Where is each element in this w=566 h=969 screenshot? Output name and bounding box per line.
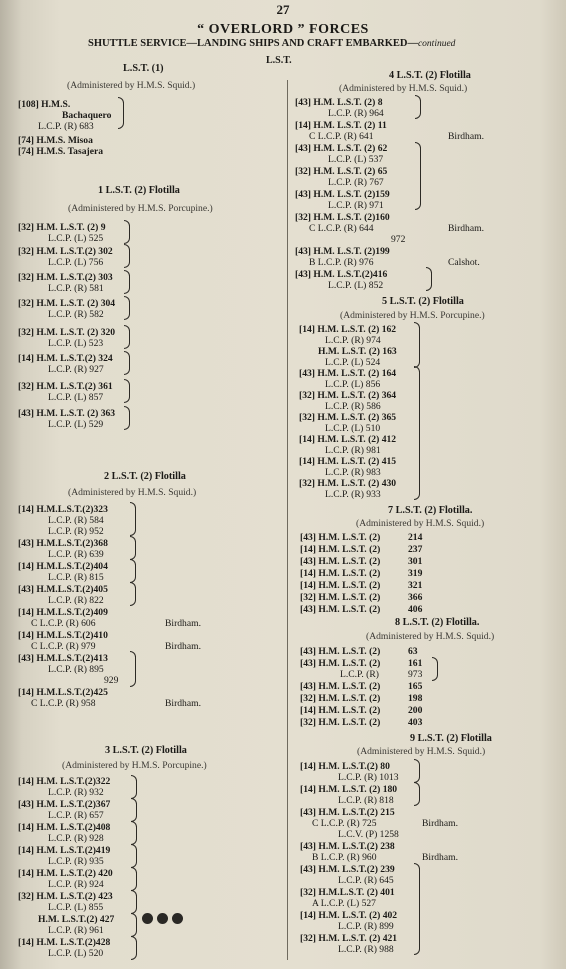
ship-number: 63: [408, 646, 418, 657]
ship-number: 319: [408, 568, 423, 579]
ship-entry: [300, 556, 423, 568]
brace: [414, 782, 420, 806]
ship-entry: Bachaquero: [62, 110, 112, 121]
brace: [118, 97, 124, 129]
craft-entry: L.C.P. (R) 933: [325, 489, 381, 500]
craft-entry: L.C.P. (R) 639: [48, 549, 104, 560]
brace: [432, 657, 438, 681]
brace: [415, 95, 421, 119]
brace: [131, 936, 137, 960]
subtitle-main: SHUTTLE SERVICE—LANDING SHIPS AND CRAFT EMBARKED—: [88, 38, 418, 49]
ship-entry: [300, 580, 423, 592]
location-note: Birdham.: [165, 618, 201, 629]
location-note: Birdham.: [422, 818, 458, 829]
location-note: Birdham.: [165, 641, 201, 652]
ship-entry: [14] H.M. L.S.T. (2) 412: [299, 434, 397, 445]
craft-entry: B L.C.P. (R) 976: [309, 257, 374, 268]
ship-entry: [32] H.M. L.S.T. (2) 9: [18, 222, 106, 233]
section-heading: 5 L.S.T. (2) Flotilla: [382, 296, 464, 307]
ship-entry: [14] H.M. L.S.T.(2) 324: [18, 353, 113, 364]
binder-holes: [142, 913, 188, 925]
ship-name: [43] H.M. L.S.T. (2): [300, 681, 381, 692]
craft-entry: B L.C.P. (R) 960: [312, 852, 377, 863]
craft-name: L.C.P. (R): [340, 669, 379, 680]
ship-entry: [43] H.M.L.S.T.(2)368: [18, 538, 108, 549]
ship-name: [32] H.M. L.S.T. (2): [300, 717, 381, 728]
ship-entry: [32] H.M. L.S.T. (2) 65: [295, 166, 388, 177]
craft-number: 973: [408, 669, 423, 680]
brace: [124, 296, 130, 320]
section-heading: 2 L.S.T. (2) Flotilla: [104, 471, 186, 482]
brace: [414, 322, 420, 368]
craft-entry: L.C.P. (L) 529: [48, 419, 104, 430]
ship-name: [43] H.M. L.S.T. (2): [300, 532, 381, 543]
craft-entry: C L.C.P. (R) 725: [312, 818, 377, 829]
craft-entry: L.C.P. (L) 525: [48, 233, 104, 244]
ship-entry: [32] H.M. L.S.T.(2) 423: [18, 891, 113, 902]
ship-entry: [74] H.M.S. Misoa: [18, 135, 93, 146]
lst-label: L.S.T.: [266, 55, 292, 66]
craft-entry: L.C.P. (R) 683: [38, 121, 94, 132]
ship-entry: [14] H.M. L.S.T.(2)322: [18, 776, 111, 787]
brace: [124, 325, 130, 349]
ship-entry: [43] H.M. L.S.T. (2)159: [295, 189, 390, 200]
ship-number: 198: [408, 693, 423, 704]
ship-entry: [43] H.M. L.S.T. (2) 164: [299, 368, 397, 379]
craft-entry: L.C.P. (R) 645: [338, 875, 394, 886]
ship-entry: [300, 681, 423, 693]
brace: [131, 821, 137, 845]
section-heading: 3 L.S.T. (2) Flotilla: [105, 745, 187, 756]
ship-entry: [14] H.M.L.S.T.(2)404: [18, 561, 108, 572]
ship-entry: [14] H.M.L.S.T.(2)409: [18, 607, 108, 618]
craft-entry: L.C.P. (R) 657: [48, 810, 104, 821]
section-heading: 1 L.S.T. (2) Flotilla: [98, 185, 180, 196]
ship-number: 403: [408, 717, 423, 728]
location-note: Birdham.: [448, 223, 484, 234]
craft-entry: L.C.P. (L) 856: [325, 379, 381, 390]
brace: [131, 867, 137, 891]
ship-entry: [43] H.M.L.S.T.(2)405: [18, 584, 108, 595]
ship-entry: [14] H.M. L.S.T. (2) 11: [295, 120, 387, 131]
ship-name: [32] H.M. L.S.T. (2): [300, 592, 381, 603]
ship-name: [14] H.M. L.S.T. (2): [300, 705, 381, 716]
craft-entry: L.C.P. (R) 924: [48, 879, 104, 890]
craft-entry: C L.C.P. (R) 958: [31, 698, 96, 709]
column-divider: [287, 80, 288, 960]
ship-number: 321: [408, 580, 423, 591]
craft-entry: L.C.P. (L) 537: [328, 154, 384, 165]
brace: [124, 406, 130, 430]
ship-entry: [43] H.M. L.S.T. (2)199: [295, 246, 390, 257]
ship-entry: [14] H.M. L.S.T. (2) 415: [299, 456, 397, 467]
ship-entry: [43] H.M. L.S.T.(2) 238: [300, 841, 395, 852]
craft-entry: L.C.P. (L) 520: [48, 948, 104, 959]
brace: [124, 351, 130, 375]
ship-entry: [300, 592, 423, 604]
craft-entry: L.C.P. (R) 582: [48, 309, 104, 320]
ship-entry: [300, 693, 423, 705]
administered-by: (Administered by H.M.S. Squid.): [339, 83, 468, 94]
craft-entry: L.C.P. (R) 974: [325, 335, 381, 346]
ship-entry: [32] H.M.L.S.T. (2) 401: [300, 887, 395, 898]
craft-entry: L.C.P. (R) 586: [325, 401, 381, 412]
craft-entry: [340, 669, 423, 681]
ship-entry: [32] H.M. L.S.T.(2) 302: [18, 246, 113, 257]
ship-name: [14] H.M. L.S.T. (2): [300, 544, 381, 555]
section-heading: 9 L.S.T. (2) Flotilla: [410, 733, 492, 744]
administered-by: (Administered by H.M.S. Squid.): [67, 80, 196, 91]
brace: [131, 798, 137, 822]
ship-entry: H.M. L.S.T. (2) 163: [318, 346, 397, 357]
craft-entry: L.C.P. (L) 524: [325, 357, 381, 368]
brace: [414, 366, 420, 500]
craft-entry: L.C.P. (R) 983: [325, 467, 381, 478]
ship-name: [32] H.M. L.S.T. (2): [300, 693, 381, 704]
ship-entry: [32] H.M. L.S.T. (2) 364: [299, 390, 397, 401]
brace: [130, 651, 136, 687]
administered-by: (Administered by H.M.S. Squid.): [357, 746, 486, 757]
craft-entry: L.C.P. (R) 961: [48, 925, 104, 936]
craft-entry: L.C.P. (R) 964: [328, 108, 384, 119]
craft-entry: L.C.P. (R) 895: [48, 664, 104, 675]
brace: [131, 844, 137, 868]
ship-entry: [14] H.M. L.S.T. (2) 180: [300, 784, 398, 795]
craft-entry: L.C.P. (L) 510: [325, 423, 381, 434]
administered-by: (Administered by H.M.S. Squid.): [356, 518, 485, 529]
brace: [124, 379, 130, 403]
brace: [124, 244, 130, 268]
brace: [130, 582, 136, 606]
brace: [130, 502, 136, 536]
ship-entry: [43] H.M. L.S.T.(2) 215: [300, 807, 395, 818]
craft-entry: C L.C.P. (R) 644: [309, 223, 374, 234]
ship-name: [43] H.M. L.S.T. (2): [300, 604, 381, 615]
ship-entry: [32] H.M. L.S.T. (2) 320: [18, 327, 116, 338]
craft-entry: L.C.P. (R) 584: [48, 515, 104, 526]
ship-entry: [14] H.M. L.S.T.(2) 80: [300, 761, 390, 772]
craft-entry: L.C.P. (R) 935: [48, 856, 104, 867]
ship-entry: [300, 646, 418, 658]
ship-entry: [43] H.M. L.S.T.(2)416: [295, 269, 388, 280]
section-heading: 4 L.S.T. (2) Flotilla: [389, 70, 471, 81]
craft-entry: L.C.P. (R) 818: [338, 795, 394, 806]
ship-number: 165: [408, 681, 423, 692]
administered-by: (Administered by H.M.S. Porcupine.): [68, 203, 213, 214]
ship-name: [14] H.M. L.S.T. (2): [300, 580, 381, 591]
craft-entry: A L.C.P. (L) 527: [312, 898, 376, 909]
brace: [414, 759, 420, 783]
location-note: Calshot.: [448, 257, 480, 268]
craft-entry: L.C.P. (L) 852: [328, 280, 384, 291]
location-note: Birdham.: [422, 852, 458, 863]
ship-entry: [300, 717, 423, 729]
ship-entry: [32] H.M. L.S.T. (2) 304: [18, 298, 116, 309]
ship-entry: [32] H.M. L.S.T. (2) 365: [299, 412, 397, 423]
craft-entry: L.C.P. (R) 822: [48, 595, 104, 606]
craft-entry: L.C.P. (R) 815: [48, 572, 104, 583]
ship-entry: [32] H.M. L.S.T.(2) 303: [18, 272, 113, 283]
ship-number: 161: [408, 658, 423, 669]
craft-entry: L.C.P. (L) 855: [48, 902, 104, 913]
page-number: 27: [276, 2, 290, 17]
ship-entry: [14] H.M. L.S.T.(2)428: [18, 937, 111, 948]
ship-entry: [300, 532, 423, 544]
craft-entry: L.C.P. (R) 927: [48, 364, 104, 375]
brace: [130, 559, 136, 583]
brace: [414, 863, 420, 955]
ship-entry: [43] H.M.L.S.T.(2)413: [18, 653, 108, 664]
ship-name: [43] H.M. L.S.T. (2): [300, 646, 381, 657]
page-subtitle: [88, 38, 455, 49]
ship-entry: [14] H.M. L.S.T. (2) 402: [300, 910, 398, 921]
ship-entry: [43] H.M. L.S.T. (2) 62: [295, 143, 388, 154]
ship-entry: [14] H.M.L.S.T.(2)323: [18, 504, 108, 515]
craft-entry: L.C.P. (R) 928: [48, 833, 104, 844]
ship-number: 214: [408, 532, 423, 543]
ship-entry: [108] H.M.S.: [18, 99, 71, 110]
craft-entry: L.C.P. (R) 1013: [338, 772, 399, 783]
brace: [131, 775, 137, 799]
craft-entry: C L.C.P. (R) 606: [31, 618, 96, 629]
ship-number: 301: [408, 556, 423, 567]
craft-entry: L.C.V. (P) 1258: [338, 829, 399, 840]
subtitle-continued: continued: [417, 39, 456, 49]
brace: [426, 267, 432, 291]
ship-entry: [300, 604, 423, 616]
craft-entry: L.C.P. (R) 767: [328, 177, 384, 188]
ship-entry: [32] H.M. L.S.T.(2) 361: [18, 381, 113, 392]
administered-by: (Administered by H.M.S. Porcupine.): [62, 760, 207, 771]
ship-entry: [300, 544, 423, 556]
craft-entry: L.C.P. (L) 756: [48, 257, 104, 268]
ship-entry: [300, 658, 423, 670]
brace: [130, 536, 136, 560]
ship-number: 200: [408, 705, 423, 716]
section-heading: L.S.T. (1): [123, 63, 164, 74]
brace: [124, 220, 130, 244]
ship-entry: [300, 705, 423, 717]
section-heading: 8 L.S.T. (2) Flotilla.: [395, 617, 480, 628]
administered-by: (Administered by H.M.S. Squid.): [68, 487, 197, 498]
ship-entry: [14] H.M. L.S.T.(2) 420: [18, 868, 113, 879]
administered-by: (Administered by H.M.S. Squid.): [366, 631, 495, 642]
section-heading: 7 L.S.T. (2) Flotilla.: [388, 505, 473, 516]
ship-number: 406: [408, 604, 423, 615]
craft-entry: L.C.P. (R) 952: [48, 526, 104, 537]
ship-entry: H.M. L.S.T.(2) 427: [38, 914, 115, 925]
craft-entry: L.C.P. (R) 988: [338, 944, 394, 955]
ship-name: [43] H.M. L.S.T. (2): [300, 556, 381, 567]
ship-entry: [43] H.M. L.S.T. (2) 8: [295, 97, 383, 108]
brace: [131, 913, 137, 937]
location-note: Birdham.: [448, 131, 484, 142]
craft-entry: C L.C.P. (R) 641: [309, 131, 374, 142]
ship-entry: [43] H.M. L.S.T.(2) 239: [300, 864, 395, 875]
brace: [124, 270, 130, 294]
craft-entry: L.C.P. (L) 523: [48, 338, 104, 349]
ship-entry: [14] H.M. L.S.T. (2) 162: [299, 324, 397, 335]
brace: [415, 142, 421, 210]
ship-entry: [14] H.M. L.S.T.(2)408: [18, 822, 111, 833]
ship-entry: [14] H.M. L.S.T.(2)419: [18, 845, 111, 856]
administered-by: (Administered by H.M.S. Porcupine.): [340, 310, 485, 321]
ship-entry: [74] H.M.S. Tasajera: [18, 146, 104, 157]
ship-entry: [300, 568, 423, 580]
craft-entry: L.C.P. (R) 971: [328, 200, 384, 211]
craft-entry: 972: [391, 234, 406, 245]
ship-number: 237: [408, 544, 423, 555]
ship-name: [43] H.M. L.S.T. (2): [300, 658, 381, 669]
ship-number: 366: [408, 592, 423, 603]
location-note: Birdham.: [165, 698, 201, 709]
ship-entry: [43] H.M. L.S.T.(2)367: [18, 799, 111, 810]
craft-entry: L.C.P. (R) 932: [48, 787, 104, 798]
ship-entry: [32] H.M. L.S.T. (2)160: [295, 212, 390, 223]
craft-entry: C L.C.P. (R) 979: [31, 641, 96, 652]
page-title: “ OVERLORD ” FORCES: [197, 22, 369, 37]
ship-entry: [14] H.M.L.S.T.(2)425: [18, 687, 108, 698]
ship-name: [14] H.M. L.S.T. (2): [300, 568, 381, 579]
brace: [131, 890, 137, 914]
ship-entry: [32] H.M. L.S.T. (2) 430: [299, 478, 397, 489]
craft-entry: 929: [104, 675, 119, 686]
craft-entry: L.C.P. (R) 981: [325, 445, 381, 456]
ship-entry: [43] H.M. L.S.T. (2) 363: [18, 408, 116, 419]
ship-entry: [14] H.M.L.S.T.(2)410: [18, 630, 108, 641]
ship-entry: [32] H.M. L.S.T. (2) 421: [300, 933, 398, 944]
craft-entry: L.C.P. (R) 581: [48, 283, 104, 294]
craft-entry: L.C.P. (R) 899: [338, 921, 394, 932]
craft-entry: L.C.P. (L) 857: [48, 392, 104, 403]
